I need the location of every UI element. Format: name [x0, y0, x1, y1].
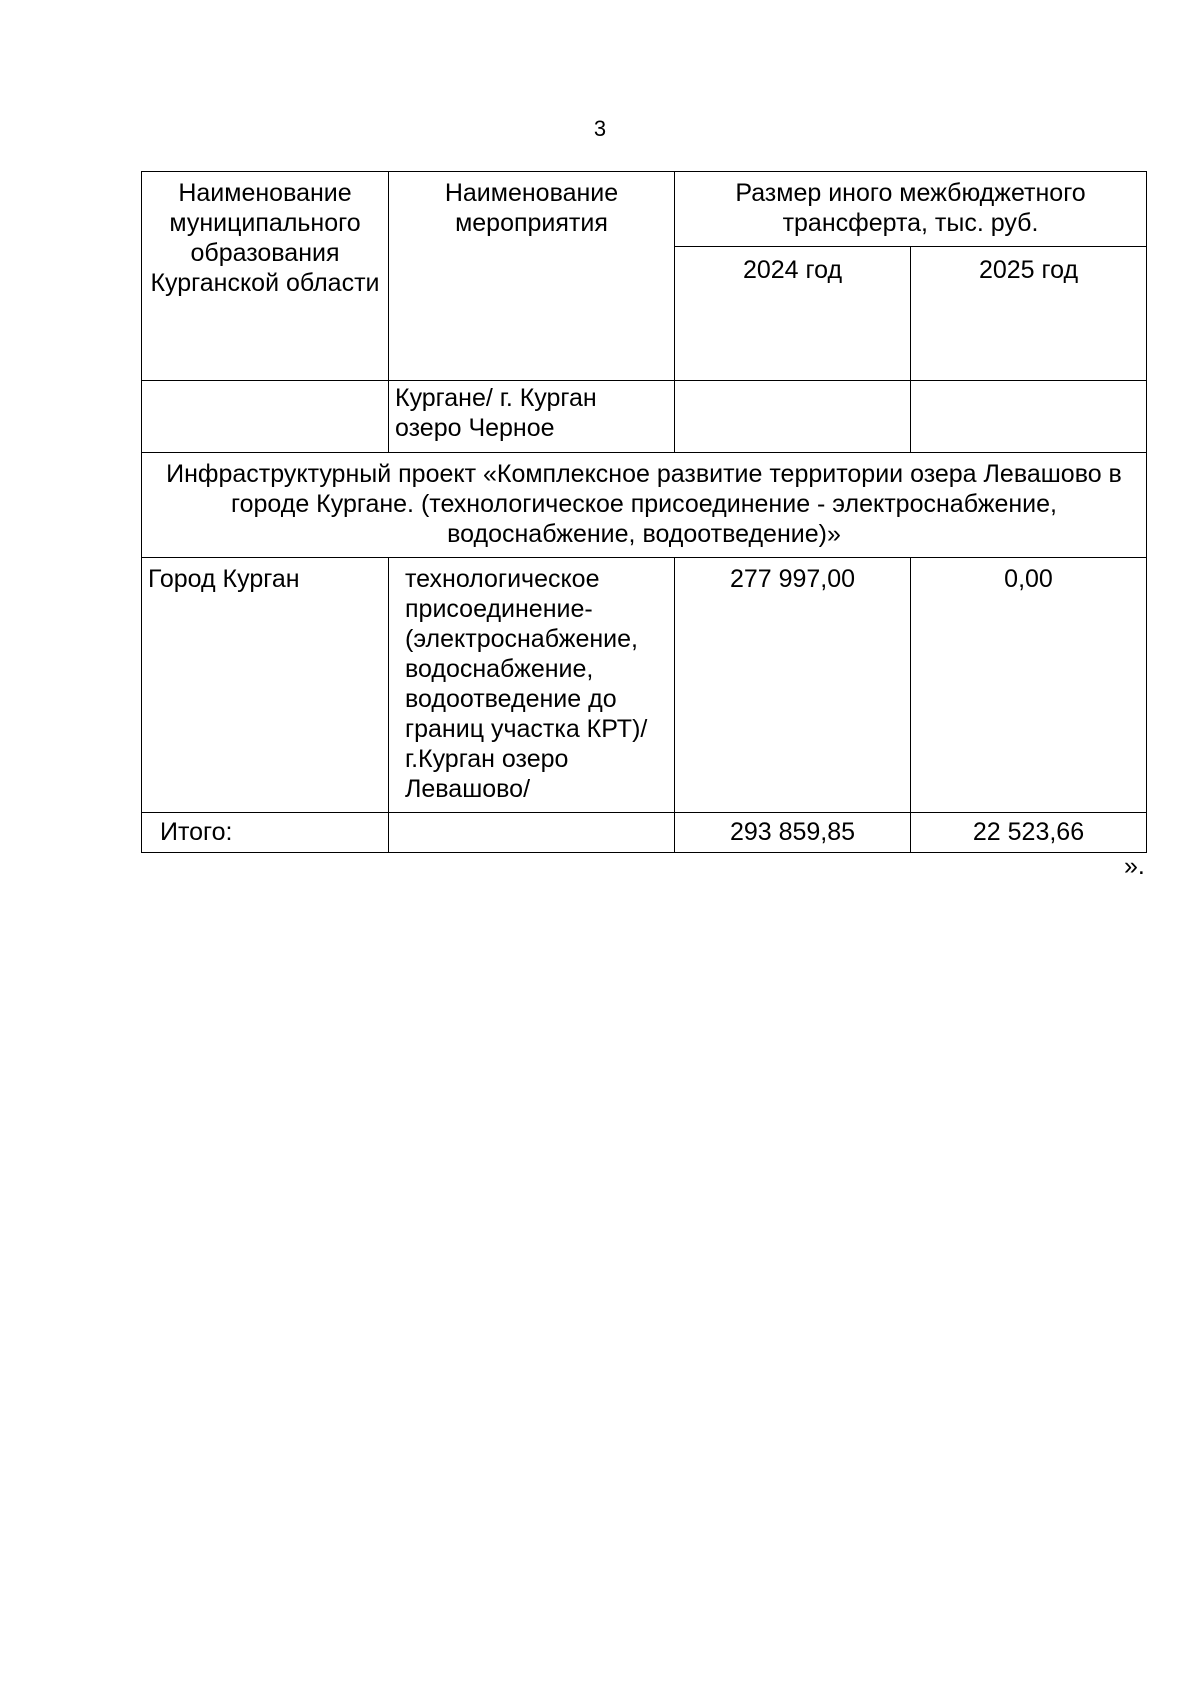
transfer-table [141, 171, 1147, 853]
closing-quote-mark: ». [1124, 852, 1145, 880]
header-event: Наименование мероприятия [389, 172, 675, 381]
cell-value-2025: 0,00 [911, 558, 1147, 813]
table-row [142, 381, 1147, 453]
cell-value-2024: 277 997,00 [675, 558, 911, 813]
page-number: 3 [593, 116, 607, 141]
cell-event: Кургане/ г. Курган озеро Черное [389, 381, 675, 453]
table-row-total [142, 813, 1147, 853]
cell-value-2025 [911, 381, 1147, 453]
project-title: Инфраструктурный проект «Комплексное развитие территории озера Левашово в городе Кургане. (технологическое присоединение - электроснабжение, водоснабжение, водоотведение)» [142, 453, 1147, 558]
cell-municipality: Город Курган [142, 558, 389, 813]
total-event [389, 813, 675, 853]
header-year-2025: 2025 год [911, 247, 1147, 381]
cell-value-2024 [675, 381, 911, 453]
header-municipality: Наименование муниципального образования Курганской области [142, 172, 389, 381]
table-row [142, 558, 1147, 813]
cell-municipality [142, 381, 389, 453]
cell-event: технологическое присоединение-(электроснабжение, водоснабжение, водоотведение до границ участка КРТ)/г.Курган озеро Левашово/ [389, 558, 675, 813]
header-year-2024: 2024 год [675, 247, 911, 381]
table-header-row [142, 172, 1147, 247]
total-value-2025: 22 523,66 [911, 813, 1147, 853]
header-transfer: Размер иного межбюджетного трансферта, тыс. руб. [675, 172, 1147, 247]
total-label: Итого: [142, 813, 389, 853]
total-value-2024: 293 859,85 [675, 813, 911, 853]
table-row-project [142, 453, 1147, 558]
